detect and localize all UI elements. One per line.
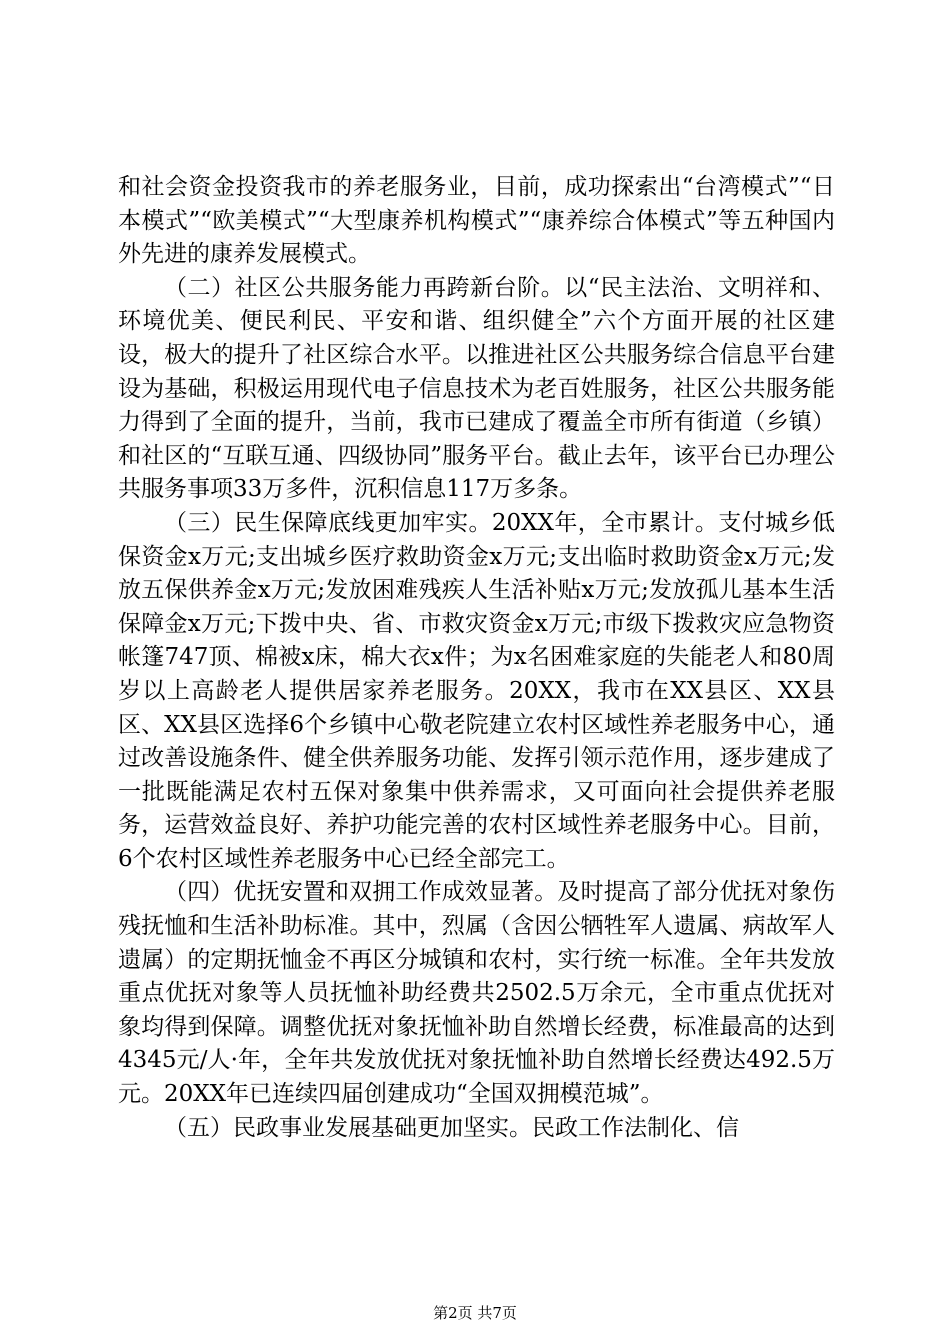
paragraph-section-3: （三）民生保障底线更加牢实。20XX年，全市累计。支付城乡低保资金x万元;支出城乡医疗救助资金x万元;支出临时救助资金x万元;发放五保供养金x万元;发放困难残疾人生活补贴x万元;发放孤儿基本生活保障金x万元;下拨中央、省、市救灾资金x万元;市级下拨救灾应急物资帐篷747顶、棉被x床，棉大衣x件；为x名困难家庭的失能老人和80周岁以上高龄老人提供居家养老服务。20XX，我市在XX县区、XX县区、XX县区选择6个乡镇中心敬老院建立农村区域性养老服务中心，通过改善设施条件、健全供养服务功能、发挥引领示范作用，逐步建成了一批既能满足农村五保对象集中供养需求，又可面向社会提供养老服务，运营效益良好、养护功能完善的农村区域性养老服务中心。目前，6个农村区域性养老服务中心已经全部完工。 xyxy=(118,509,835,872)
paragraph-section-4: （四）优抚安置和双拥工作成效显著。及时提高了部分优抚对象伤残抚恤和生活补助标准。其中，烈属（含因公牺牲军人遗属、病故军人遗属）的定期抚恤金不再区分城镇和农村，实行统一标准。全年共发放重点优抚对象等人员抚恤补助经费共2502.5万余元，全市重点优抚对象均得到保障。调整优抚对象抚恤补助自然增长经费，标准最高的达到4345元/人·年，全年共发放优抚对象抚恤补助自然增长经费达492.5万元。20XX年已连续四届创建成功“全国双拥模范城”。 xyxy=(118,879,835,1108)
paragraph-section-5: （五）民政事业发展基础更加坚实。民政工作法制化、信 xyxy=(164,1114,739,1141)
document-body xyxy=(118,171,835,1145)
paragraph-continuation: 和社会资金投资我市的养老服务业，目前，成功探索出“台湾模式”“日本模式”“欧美模式”“大型康养机构模式”“康养综合体模式”等五种国内外先进的康养发展模式。 xyxy=(118,174,835,268)
paragraph-section-2: （二）社区公共服务能力再跨新台阶。以“民主法治、文明祥和、环境优美、便民利民、平安和谐、组织健全”六个方面开展的社区建设，极大的提升了社区综合水平。以推进社区公共服务综合信息平台建设为基础，积极运用现代电子信息技术为老百姓服务，社区公共服务能力得到了全面的提升，当前，我市已建成了覆盖全市所有街道（乡镇）和社区的“互联互通、四级协同”服务平台。截止去年，该平台已办理公共服务事项33万多件，沉积信息117万多条。 xyxy=(118,274,835,503)
page-number-footer: 第2页 共7页 xyxy=(433,1304,517,1322)
